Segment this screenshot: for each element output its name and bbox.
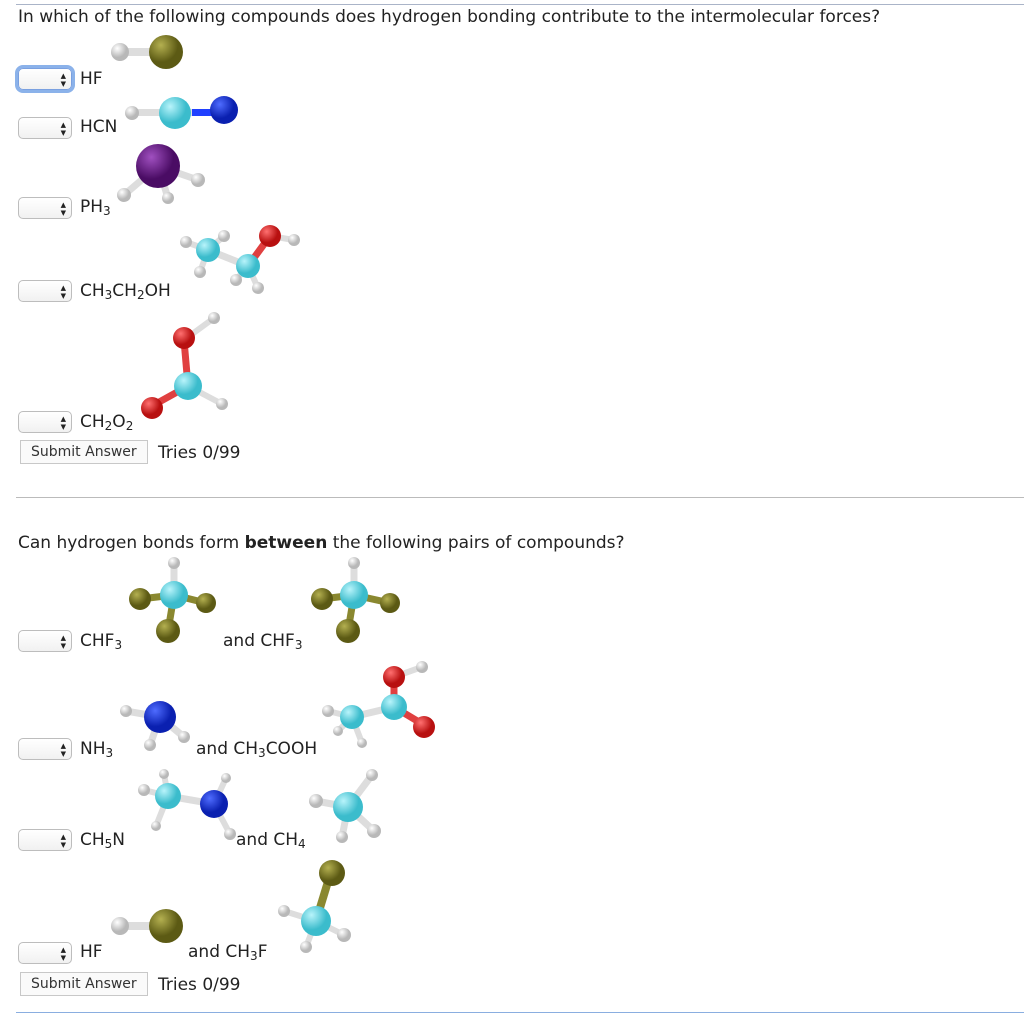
hf-answer-select[interactable]	[18, 68, 72, 90]
q1-submit-button[interactable]: Submit Answer	[20, 440, 148, 464]
hcn-label: HCN	[80, 117, 118, 137]
hf-label: HF	[80, 69, 103, 89]
hf-molecule-image	[100, 30, 200, 80]
ethanol-answer-select[interactable]	[18, 280, 72, 302]
question-1-text: In which of the following compounds does hydrogen bonding contribute to the intermolecular forces?	[18, 7, 881, 27]
and-ch3f-label: and $CH_3F$	[188, 942, 268, 963]
chf3-right-molecule-image	[306, 555, 406, 645]
ph3-label: $PH_3$	[80, 197, 111, 218]
select-arrows-icon: ▲ ▼	[60, 634, 66, 650]
ethanol-molecule-image	[178, 222, 308, 297]
select-arrows-icon: ▲ ▼	[60, 415, 66, 431]
chf3-left-molecule-image	[126, 555, 222, 645]
and-ch3cooh-label: and $CH_3COOH$	[196, 739, 318, 760]
hcn-answer-select[interactable]	[18, 117, 72, 139]
acetic-acid-molecule-image	[320, 655, 440, 755]
select-arrows-icon: ▲ ▼	[60, 72, 66, 88]
question-2-text: Can hydrogen bonds form between the following pairs of compounds?	[18, 533, 625, 553]
chf3-pair-answer-select[interactable]	[18, 630, 72, 652]
q2-submit-button[interactable]: Submit Answer	[20, 972, 148, 996]
nh3-pair-answer-select[interactable]	[18, 738, 72, 760]
and-ch4-label: and $CH_4$	[236, 830, 306, 851]
nh3-label: $NH_3$	[80, 739, 114, 760]
hf-pair-molecule-image	[100, 905, 200, 950]
select-arrows-icon: ▲ ▼	[60, 833, 66, 849]
q1-tries-counter: Tries 0/99	[158, 443, 241, 463]
methylamine-molecule-image	[134, 768, 244, 843]
q2-tries-counter: Tries 0/99	[158, 975, 241, 995]
formic-acid-answer-select[interactable]	[18, 411, 72, 433]
formic-acid-label: $CH_2O_2$	[80, 412, 134, 433]
ch5n-label: $CH_5N$	[80, 830, 126, 851]
top-divider	[16, 4, 1024, 5]
fluoromethane-molecule-image	[274, 855, 364, 955]
formic-acid-molecule-image	[138, 310, 238, 425]
nh3-molecule-image	[116, 695, 196, 755]
ethanol-label: $CH_3CH_2OH$	[80, 281, 171, 302]
ph3-answer-select[interactable]	[18, 197, 72, 219]
section-divider	[16, 497, 1024, 498]
select-arrows-icon: ▲ ▼	[60, 946, 66, 962]
select-arrows-icon: ▲ ▼	[60, 201, 66, 217]
methane-molecule-image	[306, 765, 386, 850]
ph3-molecule-image	[112, 140, 212, 210]
hf-pair-answer-select[interactable]	[18, 942, 72, 964]
select-arrows-icon: ▲ ▼	[60, 121, 66, 137]
chf3-label: $CHF_3$	[80, 631, 123, 652]
hf-pair-label: HF	[80, 942, 103, 962]
select-arrows-icon: ▲ ▼	[60, 742, 66, 758]
bottom-divider	[16, 1012, 1024, 1013]
hcn-molecule-image	[118, 92, 248, 132]
select-arrows-icon: ▲ ▼	[60, 284, 66, 300]
ch5n-pair-answer-select[interactable]	[18, 829, 72, 851]
and-chf3-label: and $CHF_3$	[223, 631, 303, 652]
